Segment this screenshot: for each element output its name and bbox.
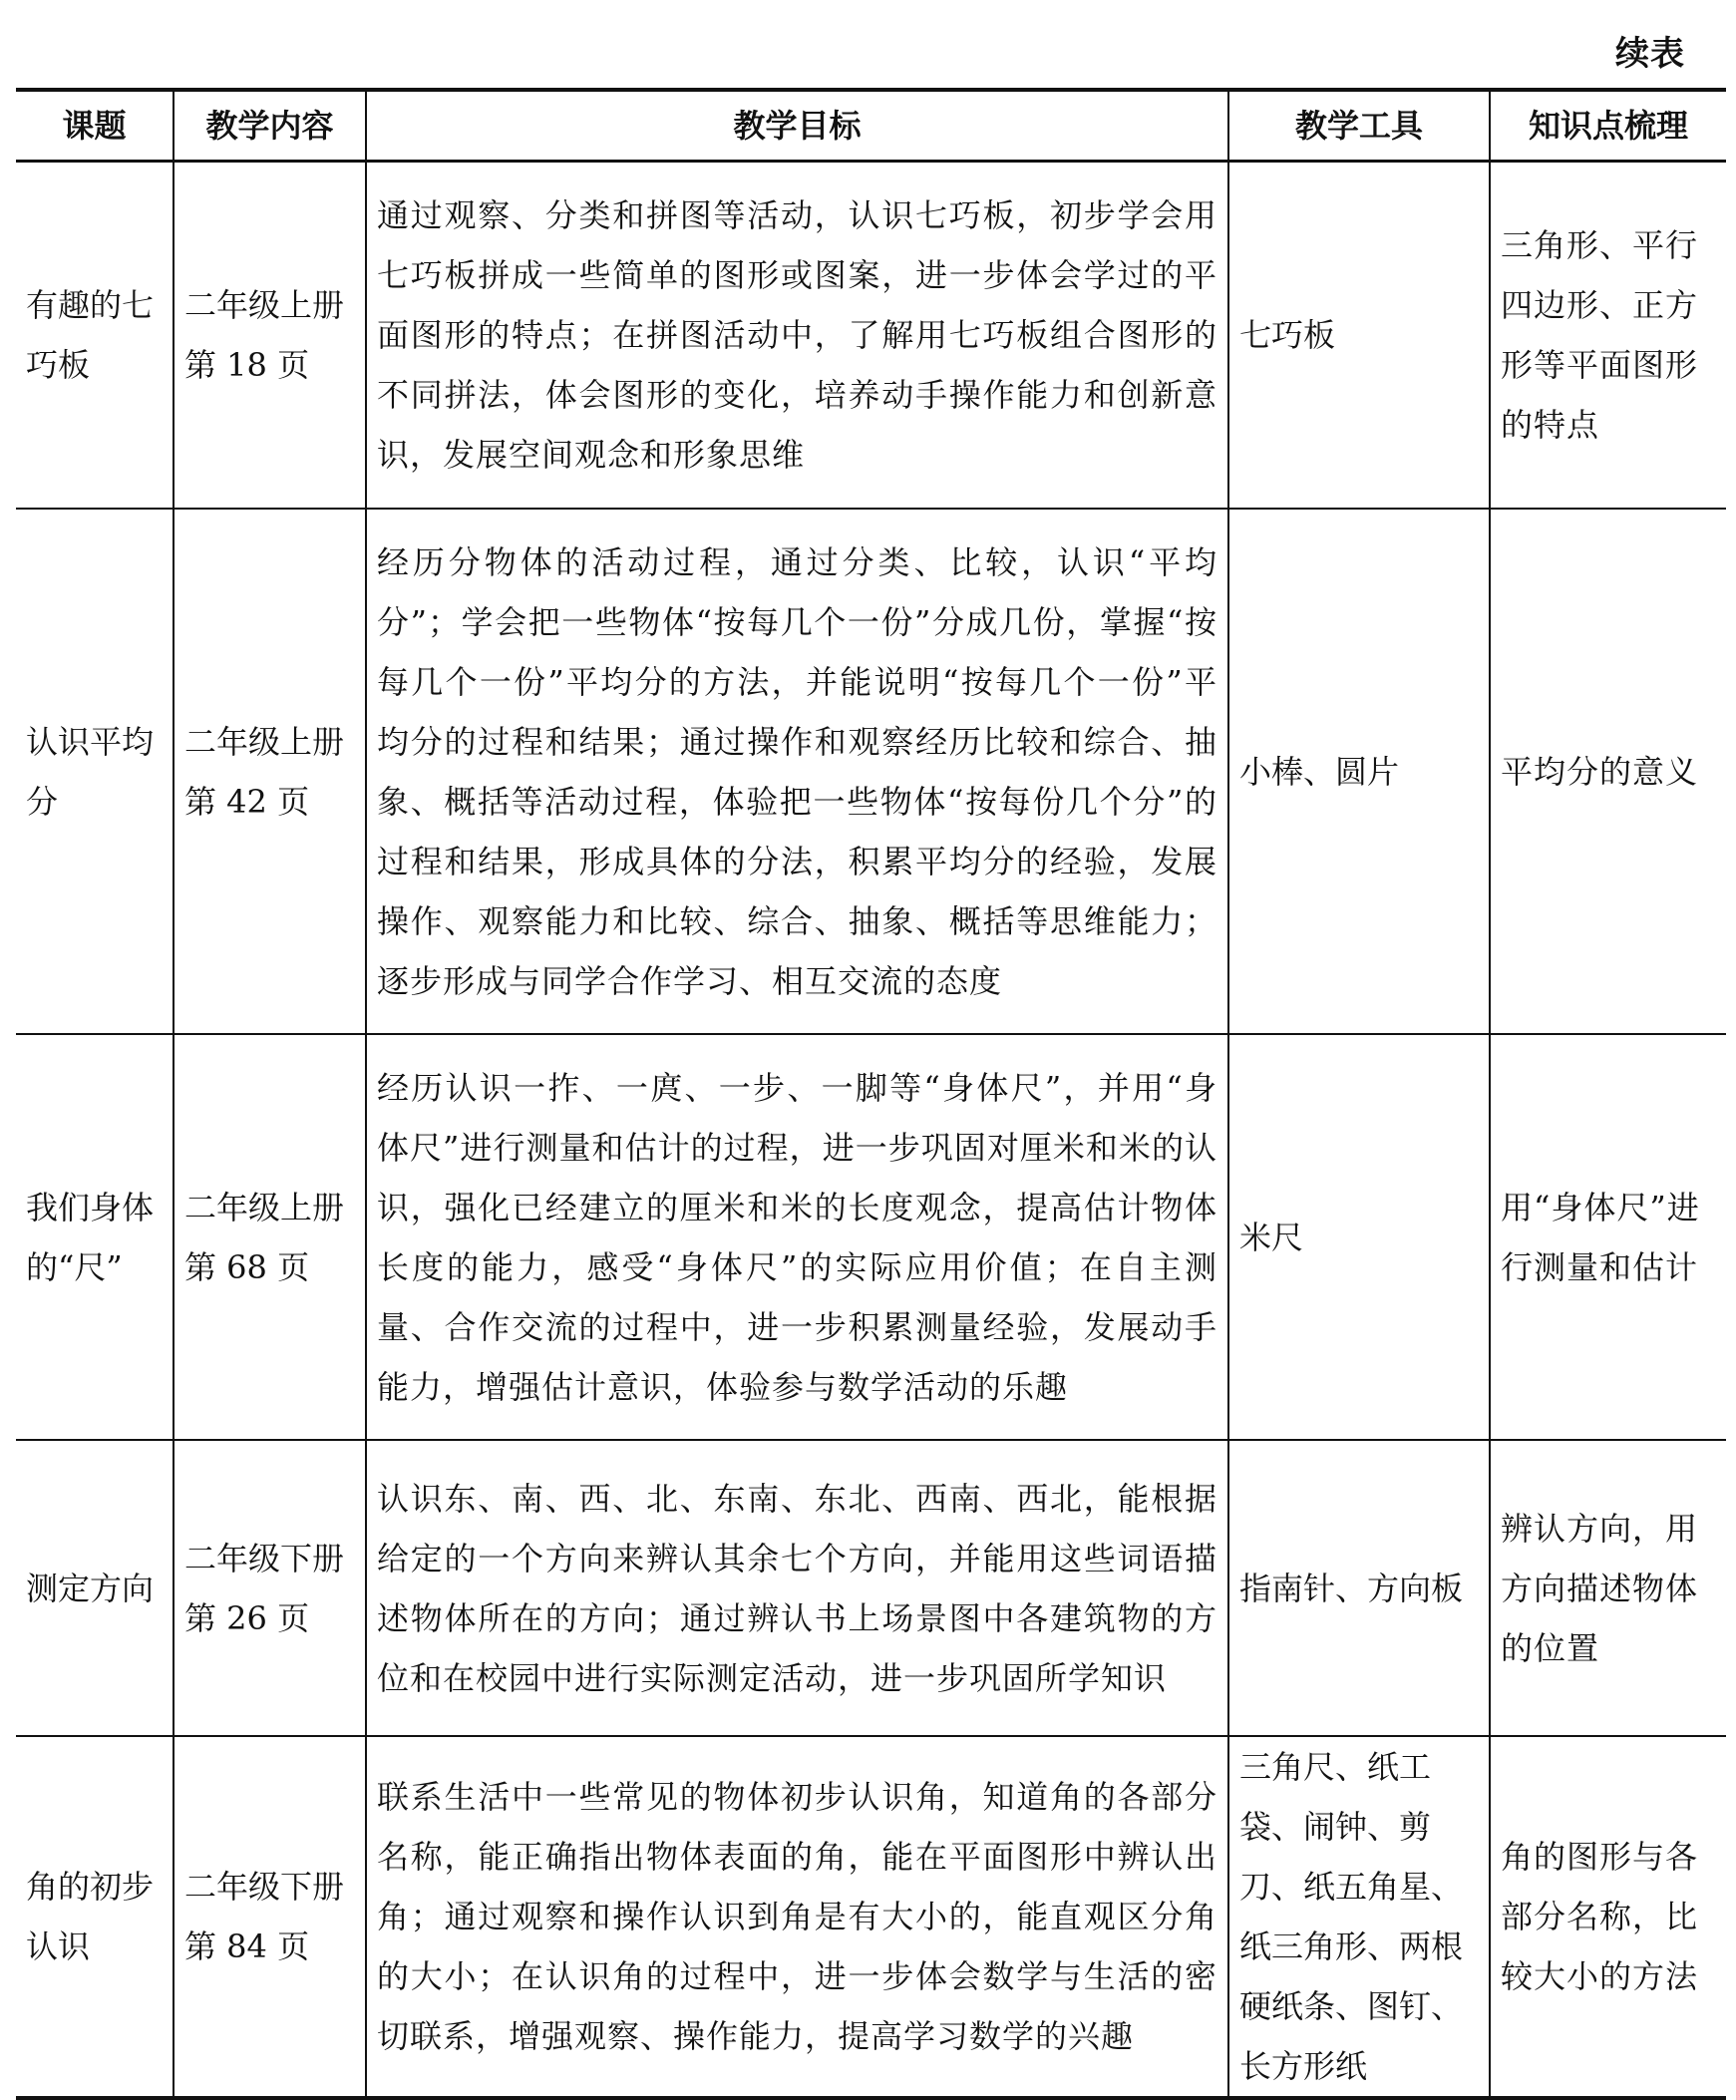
table-row [16,509,1726,1034]
header-content: 教学内容 [174,90,366,162]
cell-topic: 测定方向 [16,1440,174,1736]
header-points: 知识点梳理 [1490,90,1726,162]
continued-label: 续表 [1615,34,1685,74]
cell-tools: 七巧板 [1228,162,1490,510]
cell-topic: 我们身体的“尺” [16,1034,174,1440]
cell-goal: 经历认识一拃、一庹、一步、一脚等“身体尺”，并用“身体尺”进行测量和估计的过程，进一步巩固对厘米和米的认识，强化已经建立的厘米和米的长度观念，提高估计物体长度的能力，感受“身体尺”的实际应用价值；在自主测量、合作交流的过程中，进一步积累测量经验，发展动手能力，增强估计意识，体验参与数学活动的乐趣 [366,1034,1228,1440]
cell-tools: 小棒、圆片 [1228,509,1490,1034]
cell-content: 二年级上册第 18 页 [174,162,366,510]
cell-goal: 联系生活中一些常见的物体初步认识角，知道角的各部分名称，能正确指出物体表面的角，能在平面图形中辨认出角；通过观察和操作认识到角是有大小的，能直观区分角的大小；在认识角的过程中，进一步体会数学与生活的密切联系，增强观察、操作能力，提高学习数学的兴趣 [366,1736,1228,2098]
header-topic: 课题 [16,90,174,162]
header-tools: 教学工具 [1228,90,1490,162]
cell-topic: 认识平均分 [16,509,174,1034]
cell-tools: 指南针、方向板 [1228,1440,1490,1736]
cell-goal: 经历分物体的活动过程，通过分类、比较，认识“平均分”；学会把一些物体“按每几个一份”分成几份，掌握“按每几个一份”平均分的方法，并能说明“按每几个一份”平均分的过程和结果；通过操作和观察经历比较和综合、抽象、概括等活动过程，体验把一些物体“按每份几个分”的过程和结果，形成具体的分法，积累平均分的经验，发展操作、观察能力和比较、综合、抽象、概括等思维能力；逐步形成与同学合作学习、相互交流的态度 [366,509,1228,1034]
table-header-row [16,90,1726,162]
cell-goal: 认识东、南、西、北、东南、东北、西南、西北，能根据给定的一个方向来辨认其余七个方向，并能用这些词语描述物体所在的方向；通过辨认书上场景图中各建筑物的方位和在校园中进行实际测定活动，进一步巩固所学知识 [366,1440,1228,1736]
cell-tools: 三角尺、纸工袋、闹钟、剪刀、纸五角星、纸三角形、两根硬纸条、图钉、长方形纸 [1228,1736,1490,2098]
cell-content: 二年级上册第 42 页 [174,509,366,1034]
cell-content: 二年级下册第 26 页 [174,1440,366,1736]
cell-topic: 角的初步认识 [16,1736,174,2098]
cell-topic: 有趣的七巧板 [16,162,174,510]
cell-content: 二年级下册第 84 页 [174,1736,366,2098]
cell-points: 用“身体尺”进行测量和估计 [1490,1034,1726,1440]
lesson-table [16,88,1726,2100]
cell-content: 二年级上册第 68 页 [174,1034,366,1440]
table-row [16,1034,1726,1440]
header-goal: 教学目标 [366,90,1228,162]
table-row [16,1736,1726,2098]
cell-points: 角的图形与各部分名称，比较大小的方法 [1490,1736,1726,2098]
cell-points: 辨认方向，用方向描述物体的位置 [1490,1440,1726,1736]
cell-goal: 通过观察、分类和拼图等活动，认识七巧板，初步学会用七巧板拼成一些简单的图形或图案，进一步体会学过的平面图形的特点；在拼图活动中，了解用七巧板组合图形的不同拼法，体会图形的变化，培养动手操作能力和创新意识，发展空间观念和形象思维 [366,162,1228,510]
cell-points: 三角形、平行四边形、正方形等平面图形的特点 [1490,162,1726,510]
table-row [16,162,1726,510]
table-row [16,1440,1726,1736]
cell-points: 平均分的意义 [1490,509,1726,1034]
cell-tools: 米尺 [1228,1034,1490,1440]
